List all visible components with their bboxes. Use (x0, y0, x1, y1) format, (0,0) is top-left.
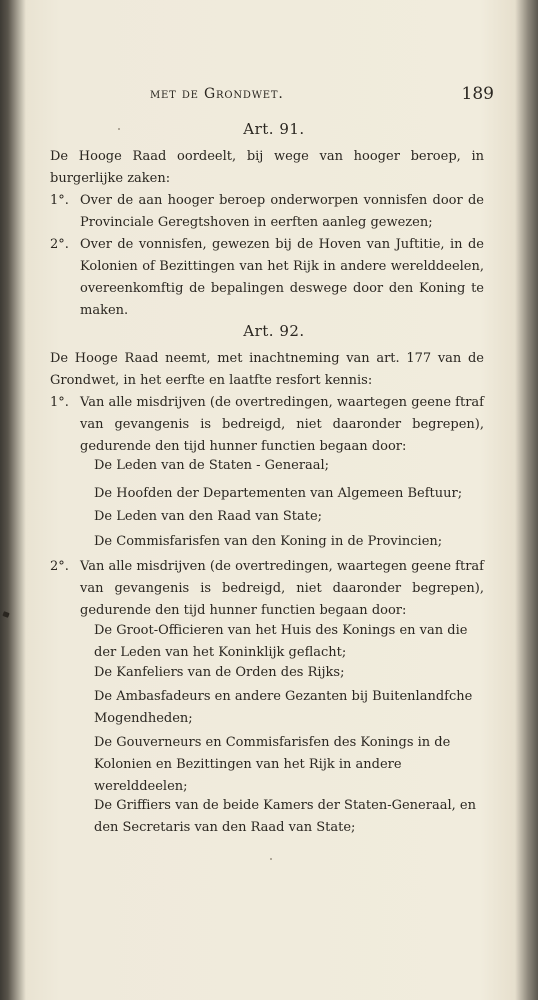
margin-mark (2, 611, 9, 618)
sub-item: De Leden van de Staten - Generaal; (94, 458, 330, 473)
sub-item: De Leden van den Raad van State; (94, 509, 323, 524)
sub-item: De Commisfarisfen van den Koning in de Provincien; (94, 534, 443, 549)
article-92-intro: De Hooge Raad neemt, met inachtneming van art. 177 van de Grondwet, in het eerfte en laatfte resfort kennis: (50, 351, 484, 388)
item-text: Over de aan hooger beroep onderworpen vonnisfen door de Provinciale Geregtshoven in eerften aanleg gewezen; (80, 193, 484, 230)
running-head (150, 84, 494, 112)
article-92-item-1 (50, 392, 484, 458)
sub-item: De Gouverneurs en Commisfarisfen des Konings in de Kolonien en Bezittingen van het Rijk in andere werelddeelen; (94, 735, 451, 794)
item-number: 1°. (50, 395, 69, 410)
page-number: 189 (461, 84, 494, 104)
item-number: 1°. (50, 193, 69, 208)
article-91-item-2 (50, 234, 484, 322)
item-number: 2°. (50, 559, 69, 574)
sub-item: De Kanfeliers van de Orden des Rijks; (94, 665, 345, 680)
article-92-heading: Art. 92. (243, 322, 305, 340)
item-text: Van alle misdrijven (de overtredingen, waartegen geene ftraf van gevangenis is bedreigd, niet daaronder begrepen), gedurende den tijd hunner functien begaan door: (80, 559, 484, 618)
item-text: Over de vonnisfen, gewezen bij de Hoven van Juftitie, in de Kolonien of Bezittingen van het Rijk in andere werelddeelen, overeenkomftig de bepalingen deswege door den Koning te maken. (80, 237, 484, 318)
sub-item: De Griffiers van de beide Kamers der Staten-Generaal, en den Secretaris van den Raad van State; (94, 798, 476, 835)
article-92-item-2 (50, 556, 484, 622)
item-number: 2°. (50, 237, 69, 252)
sub-item: De Groot-Officieren van het Huis des Konings en van die der Leden van het Koninklijk geflacht; (94, 623, 468, 660)
sub-item: De Ambasfadeurs en andere Gezanten bij Buitenlandfche Mogendheden; (94, 689, 473, 726)
article-91-heading: Art. 91. (243, 120, 305, 138)
article-91-intro: De Hooge Raad oordeelt, bij wege van hooger beroep, in burgerlijke zaken: (50, 149, 484, 186)
book-page (26, 0, 522, 1000)
article-91-item-1 (50, 190, 484, 234)
running-title: met de Grondwet. (150, 86, 284, 102)
item-text: Van alle misdrijven (de overtredingen, waartegen geene ftraf van gevangenis is bedreigd, niet daaronder begrepen), gedurende den tijd hunner functien begaan door: (80, 395, 484, 454)
sub-item: De Hoofden der Departementen van Algemeen Beftuur; (94, 486, 463, 501)
